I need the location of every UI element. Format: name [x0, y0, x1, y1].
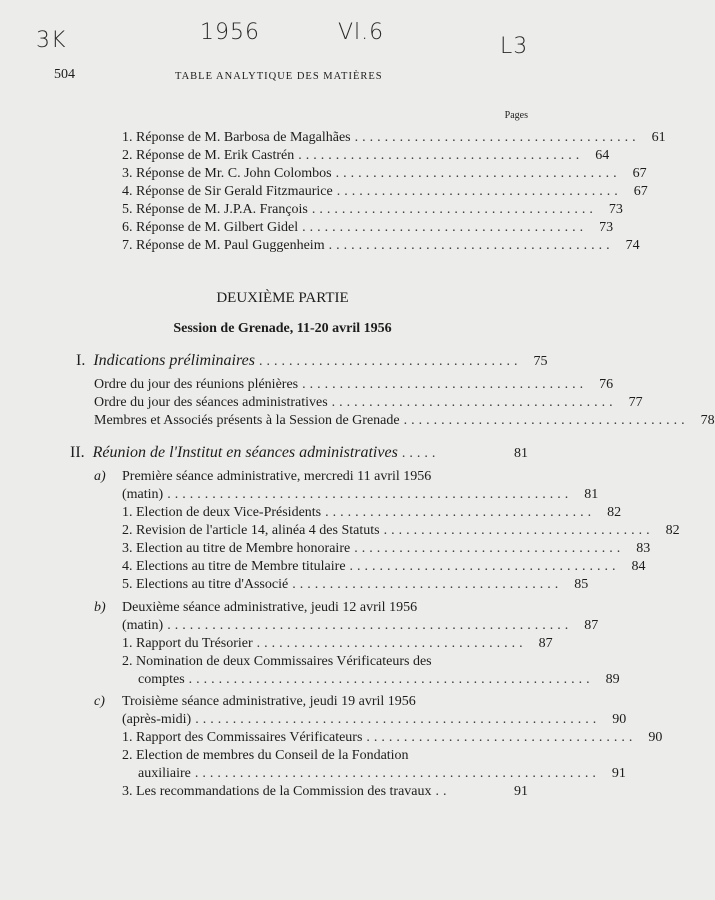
- running-title: TABLE ANALYTIQUE DES MATIÈRES: [175, 71, 383, 82]
- subsection-letter: c): [94, 694, 105, 709]
- entry-page: 81: [584, 487, 599, 502]
- toc-entry: (matin) ...................................................... 81: [122, 487, 599, 502]
- section-heading: II. Réunion de l'Institut en séances administratives ..... 81: [70, 444, 528, 461]
- toc-entry: Ordre du jour des séances administratives ...................................... 77: [94, 395, 643, 410]
- handwritten-code: L3: [500, 34, 529, 59]
- entry-text: 2. Nomination de deux Commissaires Vérificateurs des: [122, 654, 432, 669]
- entry-text: Réponse de Mr. C. John Colombos: [136, 166, 332, 181]
- section-title: Indications préliminaires: [93, 352, 255, 369]
- session-title: Session de Grenade, 11-20 avril 1956: [173, 321, 392, 336]
- entry-page: 64: [595, 148, 610, 163]
- toc-entry: Ordre du jour des réunions plénières ...................................... 76: [94, 377, 614, 392]
- toc-entry: 2. Réponse de M. Erik Castrén ...................................... 64: [122, 148, 610, 163]
- entry-text: 3. Election au titre de Membre honoraire: [122, 541, 351, 556]
- entry-page: 89: [605, 672, 620, 687]
- toc-entry: (après-midi) ...................................................... 90: [122, 712, 627, 727]
- entry-text-cont: comptes: [138, 672, 185, 687]
- section-heading: I. Indications préliminaires ................................... 75: [76, 352, 548, 369]
- entry-page: 73: [599, 220, 614, 235]
- toc-entry: [122, 748, 505, 764]
- toc-entry: 2. Revision de l'article 14, alinéa 4 des Statuts .................................... 82: [122, 523, 680, 538]
- entry-page: 77: [628, 395, 643, 410]
- subsection-title-cont: (après-midi): [122, 712, 192, 727]
- entry-text: 4. Elections au titre de Membre titulaire: [122, 559, 346, 574]
- entry-number: 5.: [122, 202, 133, 217]
- subsection-heading: [94, 694, 505, 710]
- toc-entry: 3. Réponse de Mr. C. John Colombos ...................................... 67: [122, 166, 647, 181]
- toc-entry: 1. Réponse de M. Barbosa de Magalhães ...................................... 61: [122, 130, 666, 145]
- handwritten-year: 1956: [200, 20, 260, 45]
- toc-entry: 6. Réponse de M. Gilbert Gidel ...................................... 73: [122, 220, 614, 235]
- subsection-title: Troisième séance administrative, jeudi 19 avril 1956: [122, 694, 416, 709]
- toc-entry: comptes ...................................................... 89: [138, 672, 620, 687]
- entry-text: Réponse de M. Paul Guggenheim: [136, 238, 325, 253]
- toc-entry: 1. Rapport des Commissaires Vérificateurs .................................... 90: [122, 730, 663, 745]
- handwritten-mark: 3K: [36, 28, 67, 53]
- entry-page: 82: [665, 523, 680, 538]
- toc-entry: 4. Réponse de Sir Gerald Fitzmaurice ...................................... 67: [122, 184, 648, 199]
- entry-page: 91: [611, 766, 626, 781]
- subsection-heading: [94, 469, 505, 485]
- entry-page: 73: [608, 202, 623, 217]
- entry-number: 3.: [122, 166, 133, 181]
- entry-page: 76: [599, 377, 614, 392]
- subsection-title-cont: (matin): [122, 487, 164, 502]
- entry-text: Ordre du jour des séances administratives: [94, 395, 328, 410]
- handwritten-volume: Vl.6: [338, 20, 385, 45]
- entry-text: Ordre du jour des réunions plénières: [94, 377, 299, 392]
- subsection-title: Deuxième séance administrative, jeudi 12 avril 1956: [122, 600, 418, 615]
- toc-entry: 1. Rapport du Trésorier .................................... 87: [122, 636, 553, 651]
- entry-page: 74: [625, 238, 640, 253]
- subsection-letter: a): [94, 469, 106, 484]
- section-page: 75: [533, 354, 548, 369]
- section-number: II.: [70, 444, 85, 461]
- entry-page: 90: [648, 730, 663, 745]
- entry-page: 87: [584, 618, 599, 633]
- section-page: 81: [514, 446, 528, 461]
- toc-entry: 7. Réponse de M. Paul Guggenheim ...................................... 74: [122, 238, 640, 253]
- toc-entry: 5. Elections au titre d'Associé .................................... 85: [122, 577, 589, 592]
- pages-column-label: Pages: [504, 110, 528, 121]
- entry-text: 5. Elections au titre d'Associé: [122, 577, 289, 592]
- toc-entry: auxiliaire ...................................................... 91: [138, 766, 626, 781]
- part-title: DEUXIÈME PARTIE: [216, 290, 349, 306]
- entry-text: 1. Rapport des Commissaires Vérificateurs: [122, 730, 363, 745]
- toc-entry: Membres et Associés présents à la Session de Grenade ...................................... 78: [94, 413, 715, 428]
- entry-text: Réponse de M. Gilbert Gidel: [136, 220, 299, 235]
- entry-page: 90: [612, 712, 627, 727]
- toc-entry: 5. Réponse de M. J.P.A. François ...................................... 73: [122, 202, 623, 217]
- subsection-heading: [94, 600, 505, 616]
- entry-text: Membres et Associés présents à la Session de Grenade: [94, 413, 400, 428]
- entry-text: Réponse de M. J.P.A. François: [136, 202, 308, 217]
- entry-number: 1.: [122, 130, 133, 145]
- entry-page: 85: [574, 577, 589, 592]
- page-number: 504: [54, 67, 75, 82]
- entry-text: 1. Election de deux Vice-Présidents: [122, 505, 322, 520]
- subsection-letter: b): [94, 600, 106, 615]
- toc-entry: 1. Election de deux Vice-Présidents .................................... 82: [122, 505, 622, 520]
- entry-text: 2. Revision de l'article 14, alinéa 4 des Statuts: [122, 523, 380, 538]
- toc-entry: (matin) ...................................................... 87: [122, 618, 599, 633]
- toc-entry: 3. Les recommandations de la Commission des travaux .. 91: [122, 784, 528, 799]
- entry-page: 83: [636, 541, 651, 556]
- subsection-title-cont: (matin): [122, 618, 164, 633]
- entry-text-cont: auxiliaire: [138, 766, 191, 781]
- entry-page: 87: [538, 636, 553, 651]
- entry-page: 61: [651, 130, 666, 145]
- subsection-title: Première séance administrative, mercredi 11 avril 1956: [122, 469, 432, 484]
- entry-page: 82: [607, 505, 622, 520]
- toc-entry: 3. Election au titre de Membre honoraire .................................... 83: [122, 541, 651, 556]
- toc-entry: [122, 654, 505, 670]
- toc-entry: 4. Elections au titre de Membre titulaire .................................... 84: [122, 559, 646, 574]
- entry-page: 67: [633, 184, 648, 199]
- entry-text: Réponse de M. Erik Castrén: [136, 148, 295, 163]
- section-number: I.: [76, 352, 86, 369]
- entry-text: 1. Rapport du Trésorier: [122, 636, 253, 651]
- entry-text: 2. Election de membres du Conseil de la Fondation: [122, 748, 409, 763]
- entry-number: 7.: [122, 238, 133, 253]
- entry-page: 84: [631, 559, 646, 574]
- entry-page: 67: [632, 166, 647, 181]
- entry-number: 4.: [122, 184, 133, 199]
- entry-number: 6.: [122, 220, 133, 235]
- entry-text: 3. Les recommandations de la Commission des travaux: [122, 784, 432, 799]
- section-title: Réunion de l'Institut en séances administratives: [92, 444, 398, 461]
- entry-text: Réponse de Sir Gerald Fitzmaurice: [136, 184, 333, 199]
- entry-text: Réponse de M. Barbosa de Magalhães: [136, 130, 351, 145]
- entry-page: 78: [700, 413, 715, 428]
- entry-page: 91: [514, 784, 528, 799]
- entry-number: 2.: [122, 148, 133, 163]
